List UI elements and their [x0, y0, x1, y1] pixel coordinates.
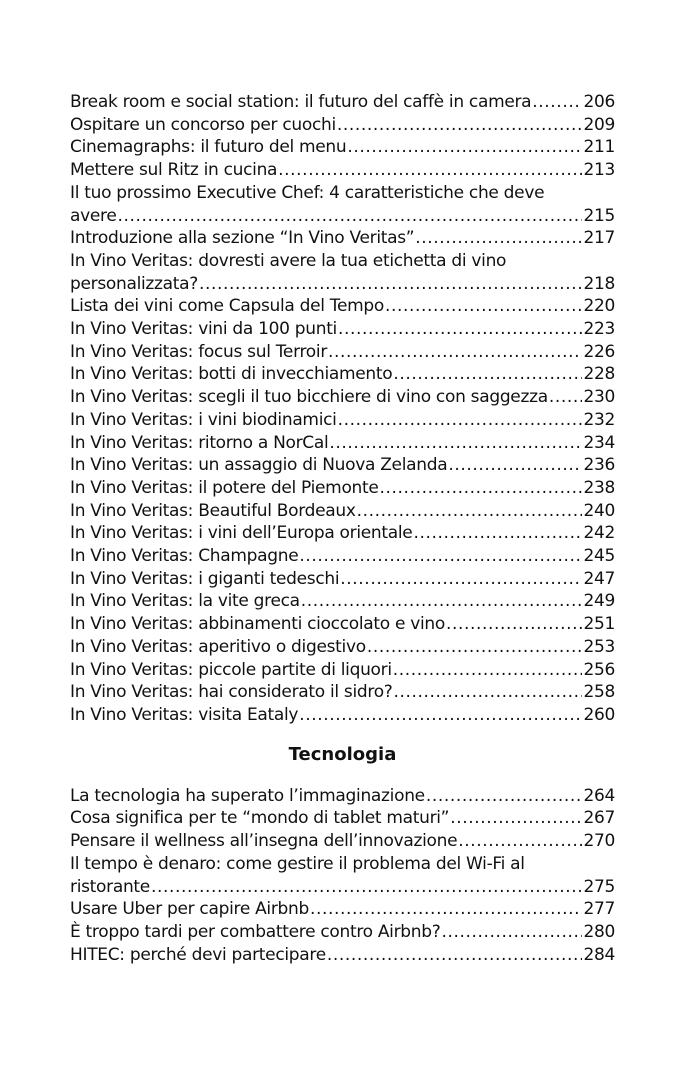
- toc-entry-page: 230: [583, 387, 615, 408]
- toc-entry[interactable]: [70, 681, 615, 704]
- toc-entry-page: 217: [583, 228, 615, 249]
- toc-entry-title: avere: [70, 205, 117, 226]
- toc-entry[interactable]: [70, 659, 615, 682]
- dot-leader: [532, 91, 582, 114]
- dot-leader: [340, 568, 582, 591]
- toc-entry-page: 228: [583, 364, 615, 385]
- toc-entry-title: In Vino Veritas: i vini biodinamici: [70, 409, 337, 430]
- toc-entry-title: Introduzione alla sezione “In Vino Veritas”: [70, 228, 415, 249]
- toc-entry-title: In Vino Veritas: piccole partite di liquori: [70, 659, 392, 680]
- toc-entry-title: In Vino Veritas: botti di invecchiamento: [70, 364, 393, 385]
- toc-entry[interactable]: [70, 159, 615, 182]
- toc-entry-title: In Vino Veritas: abbinamenti cioccolato e vino: [70, 614, 446, 635]
- dot-leader: [426, 785, 583, 808]
- dot-leader: [301, 590, 583, 613]
- toc-entry-page: 209: [583, 114, 615, 135]
- toc-entry[interactable]: [70, 613, 615, 636]
- toc-entry[interactable]: [70, 250, 615, 295]
- dot-leader: [415, 227, 582, 250]
- toc-entry-title: In Vino Veritas: i vini dell’Europa orientale: [70, 523, 413, 544]
- toc-entry[interactable]: [70, 318, 615, 341]
- toc-entry-page: 267: [583, 808, 615, 829]
- toc-entry[interactable]: [70, 807, 615, 830]
- toc-entry-page: 223: [583, 319, 615, 340]
- toc-entry[interactable]: [70, 898, 615, 921]
- toc-entry-page: 256: [583, 659, 615, 680]
- dot-leader: [394, 681, 583, 704]
- dot-leader: [299, 704, 582, 727]
- toc-entry[interactable]: [70, 704, 615, 727]
- toc-entry-title: HITEC: perché devi partecipare: [70, 944, 326, 965]
- toc-entry-title: In Vino Veritas: visita Eataly: [70, 704, 299, 725]
- dot-leader: [347, 136, 582, 159]
- toc-entry-title: In Vino Veritas: focus sul Terroir: [70, 341, 328, 362]
- toc-entry-title: In Vino Veritas: i giganti tedeschi: [70, 568, 340, 589]
- toc-entry-page: 236: [583, 455, 615, 476]
- toc-section-hospitality: [70, 91, 615, 727]
- toc-entry[interactable]: [70, 114, 615, 137]
- dot-leader: [413, 522, 582, 545]
- dot-leader: [337, 114, 583, 137]
- toc-entry-page: 238: [583, 477, 615, 498]
- toc-entry[interactable]: [70, 522, 615, 545]
- toc-entry-title: In Vino Veritas: vini da 100 punti: [70, 319, 337, 340]
- toc-entry-title: Usare Uber per capire Airbnb: [70, 899, 309, 920]
- toc-entry-title: In Vino Veritas: ritorno a NorCal: [70, 432, 329, 453]
- toc-entry-page: 240: [583, 500, 615, 521]
- toc-entry[interactable]: [70, 295, 615, 318]
- toc-entry-page: 260: [583, 704, 615, 725]
- toc-entry-page: 232: [583, 409, 615, 430]
- toc-entry-page: 277: [583, 899, 615, 920]
- dot-leader: [549, 386, 583, 409]
- toc-entry[interactable]: [70, 944, 615, 967]
- toc-entry-title: Lista dei vini come Capsula del Tempo: [70, 296, 385, 317]
- toc-entry-title: personalizzata?: [70, 273, 199, 294]
- dot-leader: [299, 545, 582, 568]
- toc-entry-title: È troppo tardi per combattere contro Airbnb?: [70, 921, 441, 942]
- table-of-contents: [70, 91, 615, 966]
- toc-entry-page: 215: [583, 205, 615, 226]
- toc-entry[interactable]: [70, 590, 615, 613]
- toc-entry-title-line: Il tempo è denaro: come gestire il problema del Wi-Fi al: [70, 853, 525, 874]
- toc-entry[interactable]: [70, 363, 615, 386]
- toc-entry-page: 247: [583, 568, 615, 589]
- toc-entry-page: 270: [583, 831, 615, 852]
- toc-entry-page: 245: [583, 546, 615, 567]
- toc-entry-title: In Vino Veritas: scegli il tuo bicchiere di vino con saggezza: [70, 387, 548, 408]
- toc-entry[interactable]: [70, 409, 615, 432]
- toc-entry[interactable]: [70, 341, 615, 364]
- toc-entry-page: 275: [583, 876, 615, 897]
- toc-entry-page: 258: [583, 682, 615, 703]
- dot-leader: [338, 318, 582, 341]
- toc-entry[interactable]: [70, 830, 615, 853]
- toc-section-tecnologia: [70, 743, 615, 967]
- dot-leader: [328, 341, 582, 364]
- dot-leader: [338, 409, 583, 432]
- dot-leader: [357, 500, 583, 523]
- dot-leader: [393, 363, 582, 386]
- toc-entry[interactable]: [70, 227, 615, 250]
- toc-entry-page: 218: [583, 273, 615, 294]
- section-heading: Tecnologia: [288, 743, 397, 765]
- toc-entry[interactable]: [70, 136, 615, 159]
- toc-entry-title-line: Il tuo prossimo Executive Chef: 4 caratteristiche che deve: [70, 182, 545, 203]
- toc-entry[interactable]: [70, 568, 615, 591]
- toc-entry-title: In Vino Veritas: hai considerato il sidro?: [70, 682, 393, 703]
- dot-leader: [151, 876, 582, 899]
- dot-leader: [367, 636, 583, 659]
- dot-leader: [310, 898, 582, 921]
- toc-entry-page: 284: [583, 944, 615, 965]
- toc-entry-page: 242: [583, 523, 615, 544]
- toc-entry-title: In Vino Veritas: la vite greca: [70, 591, 300, 612]
- dot-leader: [441, 921, 582, 944]
- toc-entry-page: 251: [583, 614, 615, 635]
- toc-entry[interactable]: [70, 545, 615, 568]
- toc-entry[interactable]: [70, 477, 615, 500]
- toc-entry[interactable]: [70, 921, 615, 944]
- dot-leader: [450, 807, 582, 830]
- dot-leader: [458, 830, 582, 853]
- toc-entry[interactable]: [70, 636, 615, 659]
- dot-leader: [327, 944, 583, 967]
- toc-entry-page: 220: [583, 296, 615, 317]
- toc-entry-title: Cosa significa per te “mondo di tablet maturi”: [70, 808, 450, 829]
- toc-entry-title: Cinemagraphs: il futuro del menu: [70, 137, 347, 158]
- toc-entry[interactable]: [70, 182, 615, 227]
- toc-entry[interactable]: [70, 785, 615, 808]
- toc-entry-title: In Vino Veritas: il potere del Piemonte: [70, 477, 379, 498]
- toc-entry[interactable]: [70, 500, 615, 523]
- dot-leader: [446, 613, 582, 636]
- toc-entry[interactable]: [70, 454, 615, 477]
- dot-leader: [278, 159, 582, 182]
- toc-entry-title: Mettere sul Ritz in cucina: [70, 160, 278, 181]
- toc-entry-title: In Vino Veritas: aperitivo o digestivo: [70, 636, 366, 657]
- toc-entry-page: 211: [583, 137, 615, 158]
- dot-leader: [385, 295, 582, 318]
- toc-entry-page: 264: [583, 785, 615, 806]
- toc-entry-title: Break room e social station: il futuro del caffè in camera: [70, 92, 532, 112]
- dot-leader: [393, 659, 583, 682]
- toc-entry-page: 253: [583, 636, 615, 657]
- dot-leader: [448, 454, 582, 477]
- toc-entry[interactable]: [70, 91, 615, 114]
- toc-entry[interactable]: [70, 386, 615, 409]
- toc-entry-title: In Vino Veritas: Beautiful Bordeaux: [70, 500, 356, 521]
- toc-entry-title: Ospitare un concorso per cuochi: [70, 114, 336, 135]
- toc-entry-title: In Vino Veritas: un assaggio di Nuova Zelanda: [70, 455, 448, 476]
- dot-leader: [329, 432, 582, 455]
- toc-entry-page: 249: [583, 591, 615, 612]
- toc-entry-title: ristorante: [70, 876, 150, 897]
- toc-entry-title-line: In Vino Veritas: dovresti avere la tua etichetta di vino: [70, 250, 507, 271]
- toc-entry[interactable]: [70, 432, 615, 455]
- toc-entry-page: 226: [583, 341, 615, 362]
- toc-entry-page: 213: [583, 160, 615, 181]
- dot-leader: [118, 205, 583, 228]
- toc-entry-page: 234: [583, 432, 615, 453]
- toc-entry-page: 280: [583, 921, 615, 942]
- toc-entry-title: In Vino Veritas: Champagne: [70, 546, 299, 567]
- dot-leader: [380, 477, 583, 500]
- toc-entry[interactable]: [70, 853, 615, 898]
- toc-entry-title: La tecnologia ha superato l’immaginazione: [70, 785, 425, 806]
- dot-leader: [199, 273, 582, 296]
- toc-entry-title: Pensare il wellness all’insegna dell’innovazione: [70, 831, 458, 852]
- toc-entry-page: 206: [583, 92, 615, 112]
